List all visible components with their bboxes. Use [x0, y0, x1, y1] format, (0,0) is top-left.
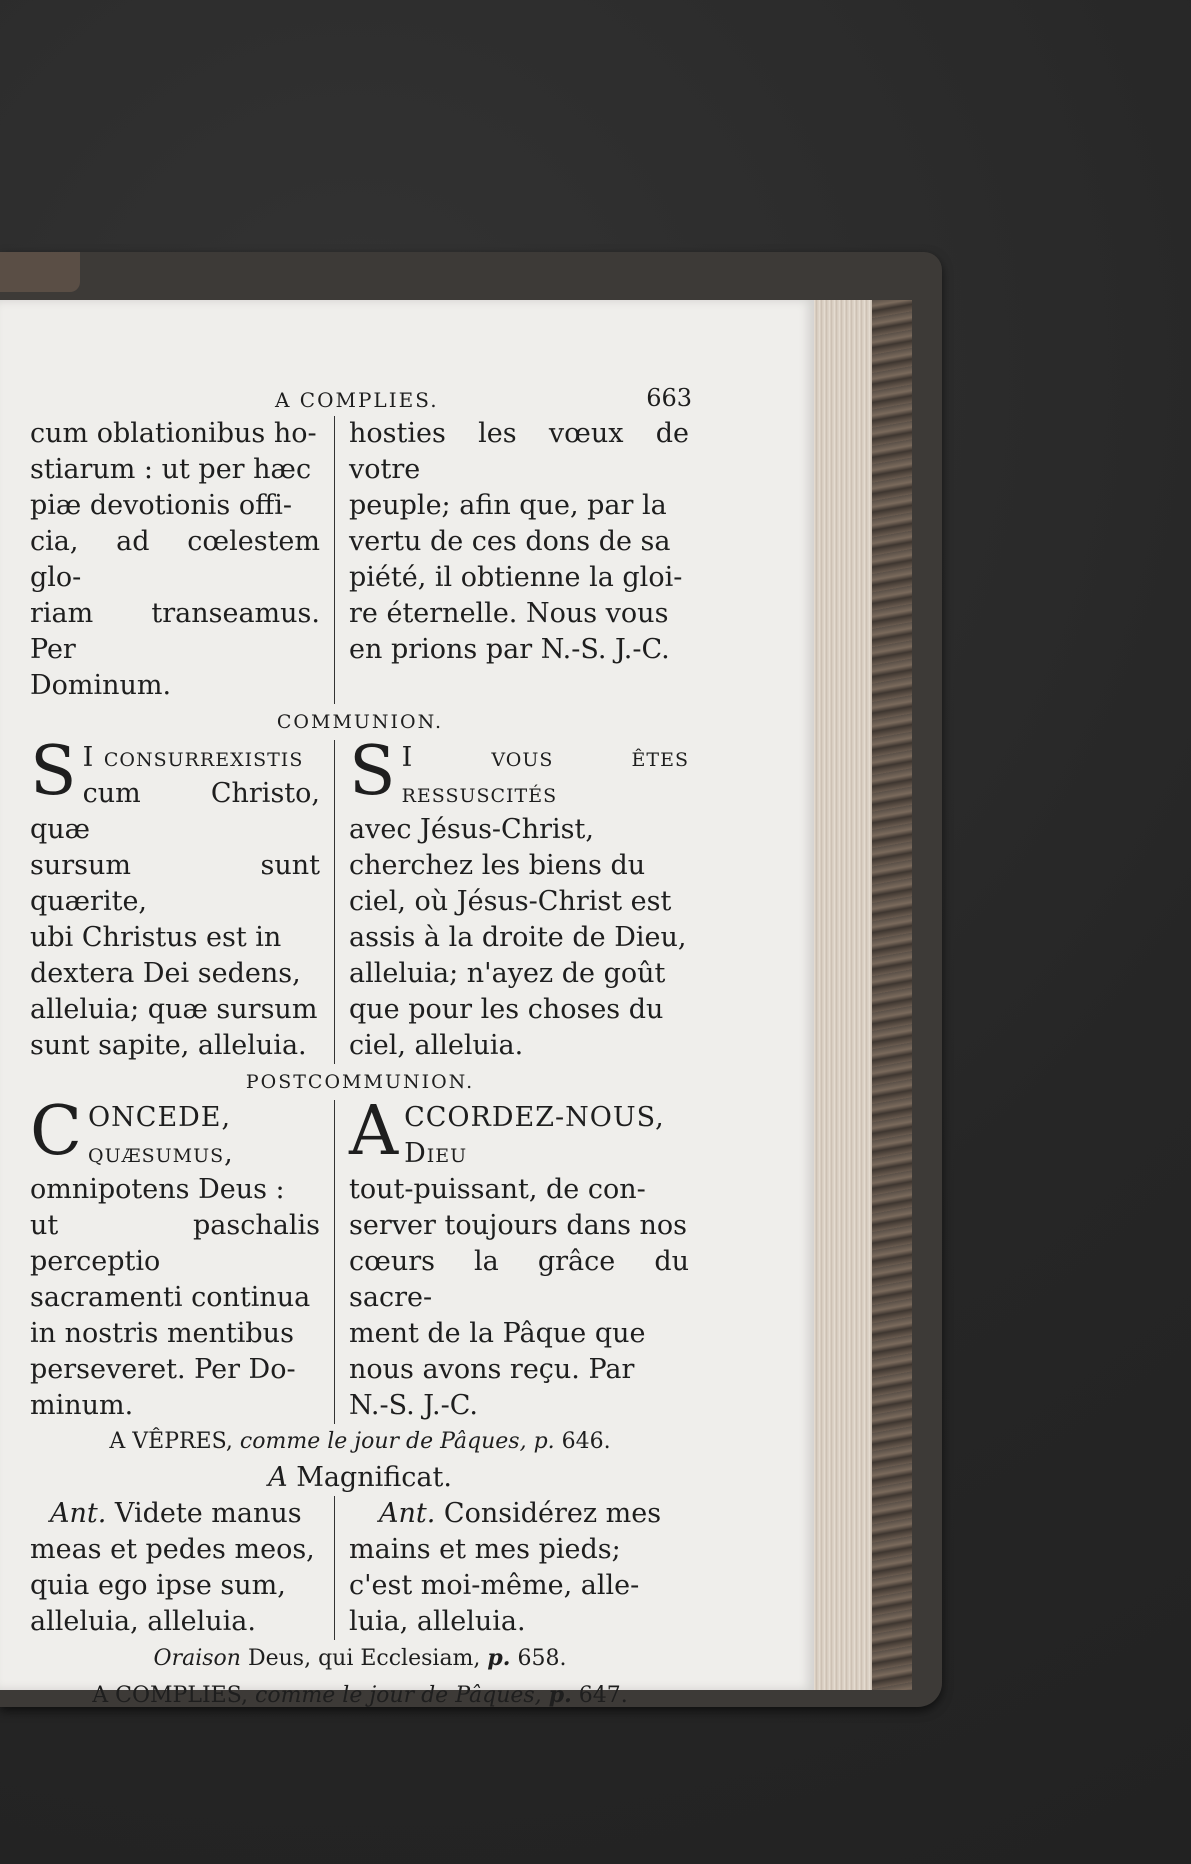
secret-continuation	[30, 416, 690, 704]
text-line: ciel, alleluia.	[349, 1030, 524, 1061]
antiphon-section	[30, 1496, 690, 1640]
text-line: c'est moi-même, alle-	[349, 1570, 640, 1601]
oraison-p: p.	[487, 1645, 511, 1671]
oraison-page: 658.	[517, 1646, 567, 1671]
drop-cap: C	[30, 1092, 83, 1171]
latin-column	[30, 416, 334, 704]
text-line: assis à la droite de Dieu,	[349, 922, 687, 953]
postcommunion-section	[30, 1092, 690, 1424]
vespers-note: comme le jour de Pâques, p.	[239, 1429, 555, 1454]
vespers-reference	[30, 1424, 690, 1460]
text-line: sacramenti continua	[30, 1282, 311, 1313]
complies-reference	[30, 1677, 690, 1714]
text-line: N.-S. J.-C.	[349, 1390, 479, 1421]
text-line: cum Christo, quæ	[30, 778, 320, 845]
text-line: cherchez les biens du	[349, 850, 646, 881]
text-line: alleluia; quæ sursum	[30, 994, 318, 1025]
first-line: ONCEDE, quæsumus,	[88, 1102, 234, 1169]
header-title: A COMPLIES.	[275, 388, 439, 412]
text-line: en prions par N.-S. J.-C.	[349, 634, 670, 665]
text-line: perseveret. Per Do-	[30, 1354, 296, 1385]
text-line: meas et pedes meos,	[30, 1534, 315, 1565]
french-column	[334, 732, 689, 1064]
text-line: cia, ad cœlestem glo-	[30, 526, 320, 593]
text-line: stiarum : ut per hæc	[30, 454, 312, 485]
oraison-text: Deus, qui Ecclesiam,	[247, 1646, 481, 1671]
complies-p: p.	[548, 1682, 572, 1708]
oraison-label: Oraison	[153, 1646, 241, 1671]
text-line: piété, il obtienne la gloi-	[349, 562, 683, 593]
first-line: I consurrexistis	[82, 742, 304, 773]
text-line: alleluia, alleluia.	[30, 1606, 256, 1637]
french-column	[334, 416, 689, 704]
first-line: I vous êtes ressuscités	[401, 742, 689, 809]
ant-label: Ant.	[50, 1498, 107, 1529]
text-line: mains et mes pieds;	[349, 1534, 621, 1565]
text-line	[349, 1496, 689, 1532]
complies-note: comme le jour de Pâques,	[255, 1683, 542, 1708]
first-line: Considérez mes	[443, 1498, 662, 1529]
text-line: ubi Christus est in	[30, 922, 282, 953]
text-line	[30, 1496, 320, 1532]
text-line: sursum sunt quærite,	[30, 850, 320, 917]
text-line: ment de la Pâque que	[349, 1318, 646, 1349]
text-line: Dominum.	[30, 670, 172, 701]
french-column	[334, 1496, 689, 1640]
latin-column	[30, 732, 334, 1064]
drop-cap: A	[349, 1092, 399, 1171]
communion-heading: COMMUNION.	[276, 711, 444, 733]
text-line: in nostris mentibus	[30, 1318, 294, 1349]
french-column	[334, 1092, 689, 1424]
oraison-reference	[30, 1640, 690, 1677]
drop-cap: S	[30, 732, 77, 811]
text-line: nous avons reçu. Par	[349, 1354, 635, 1385]
page-fore-edge	[812, 300, 873, 1690]
latin-column	[30, 1092, 334, 1424]
page-number: 663	[646, 384, 692, 412]
text-line: cum oblationibus ho-	[30, 418, 317, 449]
text-line: cœurs la grâce du sacre-	[349, 1246, 689, 1313]
text-line: server toujours dans nos	[349, 1210, 688, 1241]
postcommunion-heading: POSTCOMMUNION.	[245, 1071, 475, 1093]
first-line: Videte manus	[114, 1498, 302, 1529]
text-line: ciel, où Jésus-Christ est	[349, 886, 672, 917]
text-line: hosties les vœux de votre	[349, 418, 689, 485]
communion-section	[30, 732, 690, 1064]
text-line	[349, 1092, 689, 1172]
text-line: minum.	[30, 1390, 134, 1421]
text-line: dextera Dei sedens,	[30, 958, 301, 989]
text-line: luia, alleluia.	[349, 1606, 526, 1637]
book-page	[0, 300, 814, 1708]
complies-page: 647.	[578, 1683, 628, 1708]
text-line: re éternelle. Nous vous	[349, 598, 669, 629]
latin-column	[30, 1496, 334, 1640]
text-line: ut paschalis perceptio	[30, 1210, 320, 1277]
complies-prefix: A COMPLIES,	[92, 1683, 248, 1708]
text-line	[349, 732, 689, 812]
magnificat-a: A	[268, 1462, 288, 1493]
text-line: avec Jésus-Christ,	[349, 814, 594, 845]
text-line: que pour les choses du	[349, 994, 664, 1025]
text-line: vertu de ces dons de sa	[349, 526, 671, 557]
running-header	[30, 380, 690, 416]
text-line: piæ devotionis offi-	[30, 490, 293, 521]
text-line: omnipotens Deus :	[30, 1174, 285, 1205]
vespers-page: 646.	[561, 1429, 611, 1454]
magnificat-word: Magnificat.	[296, 1462, 452, 1493]
text-line: alleluia; n'ayez de goût	[349, 958, 666, 989]
text-line: riam transeamus. Per	[30, 598, 320, 665]
first-line: CCORDEZ-NOUS, Dieu	[404, 1102, 665, 1169]
drop-cap: S	[349, 732, 396, 811]
text-line: quia ego ipse sum,	[30, 1570, 286, 1601]
text-line: peuple; afin que, par la	[349, 490, 667, 521]
ant-label: Ant.	[379, 1498, 436, 1529]
page-text	[30, 380, 690, 1714]
text-line: sunt sapite, alleluia.	[30, 1030, 307, 1061]
book-spine-corner	[0, 252, 80, 292]
magnificat-heading	[30, 1460, 690, 1496]
marbled-cover-edge	[872, 300, 912, 1690]
vespers-prefix: A VÊPRES,	[109, 1429, 233, 1454]
text-line: tout-puissant, de con-	[349, 1174, 646, 1205]
